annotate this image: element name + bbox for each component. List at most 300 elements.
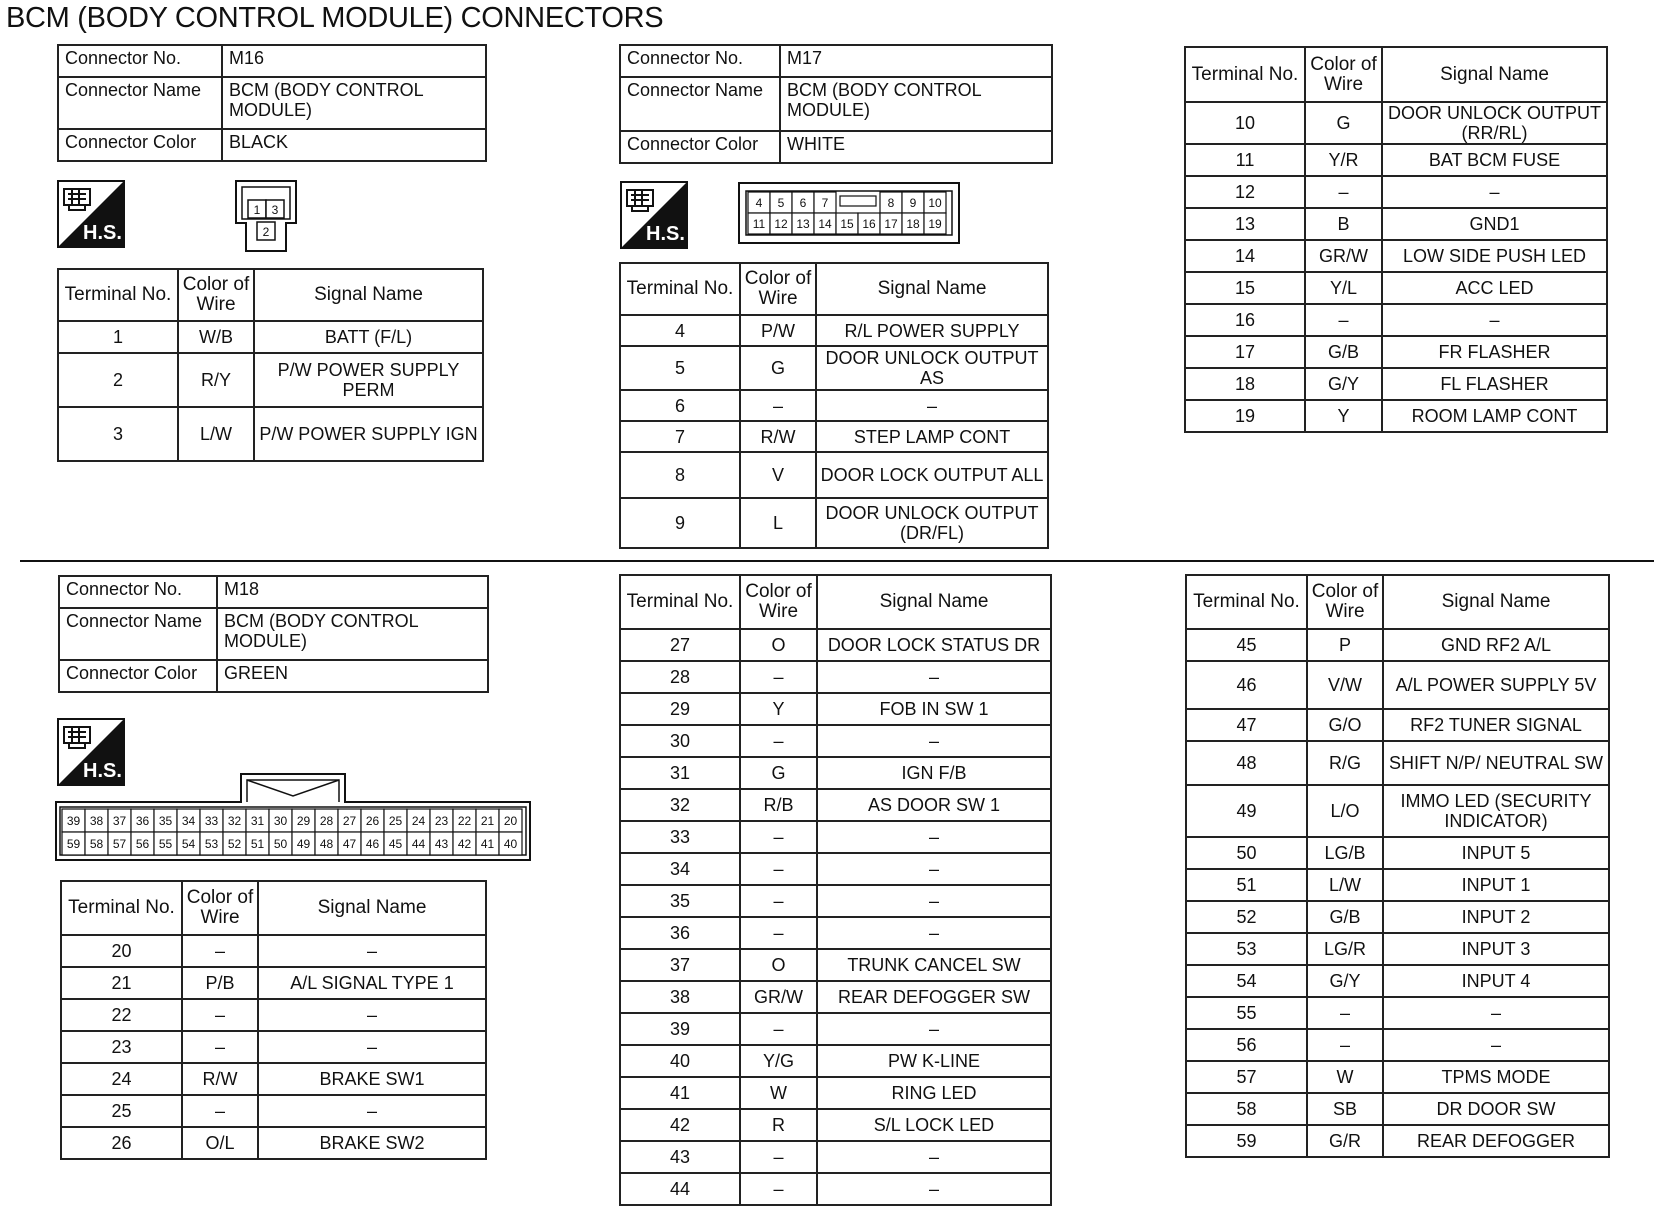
pin-number: 21	[480, 814, 495, 828]
m17-terminal-rows-b	[1185, 102, 1607, 432]
signal-name: ACC LED	[1382, 272, 1607, 304]
wire-color: R	[740, 1109, 817, 1141]
signal-name: STEP LAMP CONT	[816, 421, 1048, 452]
wire-color: –	[182, 999, 258, 1031]
connector-name-label: Connector Name	[58, 77, 222, 129]
wire-color: LG/B	[1307, 837, 1383, 869]
wire-color: –	[1307, 1029, 1383, 1061]
terminal-no: 21	[61, 967, 182, 999]
signal-name: –	[817, 917, 1051, 949]
terminal-no: 17	[1185, 336, 1305, 368]
wire-color: G/Y	[1307, 965, 1383, 997]
signal-name: FL FLASHER	[1382, 368, 1607, 400]
signal-name: DOOR LOCK OUTPUT ALL	[816, 452, 1048, 498]
table-row	[1185, 400, 1607, 432]
m18-terminal-rows-b	[620, 629, 1051, 1205]
signal-name: AS DOOR SW 1	[817, 789, 1051, 821]
pin-number: 37	[112, 814, 127, 828]
wire-color: GR/W	[1305, 240, 1382, 272]
wire-color: SB	[1307, 1093, 1383, 1125]
pin-number: 9	[909, 196, 917, 210]
pin-number: 46	[365, 837, 380, 851]
signal-name: BATT (F/L)	[254, 321, 483, 353]
wire-color: Y	[1305, 400, 1382, 432]
signal-name: DOOR UNLOCK OUTPUT (DR/FL)	[816, 498, 1048, 548]
terminal-no: 54	[1186, 965, 1307, 997]
pin-number: 59	[66, 837, 81, 851]
table-row	[1186, 1093, 1609, 1125]
table-row	[1185, 208, 1607, 240]
terminal-no: 50	[1186, 837, 1307, 869]
connector-name-value: BCM (BODY CONTROL MODULE)	[222, 77, 486, 129]
terminal-no: 51	[1186, 869, 1307, 901]
signal-name: REAR DEFOGGER SW	[817, 981, 1051, 1013]
signal-name: –	[817, 885, 1051, 917]
wire-color: GR/W	[740, 981, 817, 1013]
wire-color: L	[740, 498, 816, 548]
terminal-no: 49	[1186, 785, 1307, 837]
pin-number: 41	[480, 837, 495, 851]
table-row	[1186, 869, 1609, 901]
wire-color: O/L	[182, 1127, 258, 1159]
terminal-no: 11	[1185, 144, 1305, 176]
pin-number: 32	[227, 814, 242, 828]
table-row	[620, 629, 1051, 661]
wire-color: –	[740, 917, 817, 949]
table-row	[58, 353, 483, 407]
signal-name: A/L SIGNAL TYPE 1	[258, 967, 486, 999]
pin-number: 25	[388, 814, 403, 828]
signal-name: RF2 TUNER SIGNAL	[1383, 709, 1609, 741]
terminal-no: 30	[620, 725, 740, 757]
connector-name-label: Connector Name	[620, 77, 780, 131]
signal-name: –	[1382, 176, 1607, 208]
wire-color: –	[740, 853, 817, 885]
signal-name: –	[817, 821, 1051, 853]
hs-label: H.S.	[646, 223, 685, 245]
terminal-no: 48	[1186, 741, 1307, 785]
signal-name: BRAKE SW1	[258, 1063, 486, 1095]
connector-name-value: BCM (BODY CONTROL MODULE)	[780, 77, 1052, 131]
terminal-no: 18	[1185, 368, 1305, 400]
wire-color-header: Color of Wire	[740, 263, 816, 315]
signal-name: –	[817, 853, 1051, 885]
signal-name: IGN F/B	[817, 757, 1051, 789]
wire-color: –	[182, 1095, 258, 1127]
terminal-no-header: Terminal No.	[61, 881, 182, 935]
signal-name: INPUT 4	[1383, 965, 1609, 997]
signal-name: –	[817, 1173, 1051, 1205]
wire-color: R/W	[740, 421, 816, 452]
signal-name-header: Signal Name	[1383, 575, 1609, 629]
table-row	[61, 935, 486, 967]
table-row	[620, 421, 1048, 452]
table-row	[620, 1141, 1051, 1173]
wire-color-header: Color of Wire	[1305, 47, 1382, 102]
table-row	[1186, 901, 1609, 933]
pin-number: 1	[253, 203, 261, 217]
m17-connector-face	[738, 182, 960, 244]
wire-color: G/Y	[1305, 368, 1382, 400]
table-row	[620, 315, 1048, 346]
hs-label: H.S.	[83, 222, 122, 244]
terminal-no: 31	[620, 757, 740, 789]
m18-terminal-table-b	[619, 574, 1052, 1206]
signal-name-header: Signal Name	[258, 881, 486, 935]
table-row	[1186, 1125, 1609, 1157]
wire-color: L/O	[1307, 785, 1383, 837]
terminal-no: 8	[620, 452, 740, 498]
pin-number: 2	[262, 225, 270, 239]
terminal-no: 20	[61, 935, 182, 967]
m16-info-table	[57, 44, 487, 162]
terminal-no: 58	[1186, 1093, 1307, 1125]
pin-number: 28	[319, 814, 334, 828]
wire-color: L/W	[1307, 869, 1383, 901]
terminal-no: 36	[620, 917, 740, 949]
pin-number: 6	[799, 196, 807, 210]
pin-number: 23	[434, 814, 449, 828]
terminal-no: 9	[620, 498, 740, 548]
wire-color: –	[740, 725, 817, 757]
connector-no-value: M18	[217, 576, 488, 608]
wire-color: –	[740, 821, 817, 853]
signal-name: –	[817, 661, 1051, 693]
connector-no-value: M17	[780, 45, 1052, 77]
table-row	[1185, 240, 1607, 272]
wire-color: –	[740, 885, 817, 917]
wire-color-header: Color of Wire	[740, 575, 817, 629]
connector-color-label: Connector Color	[59, 660, 217, 692]
table-row	[1186, 741, 1609, 785]
wire-color: –	[740, 390, 816, 421]
wire-color: R/G	[1307, 741, 1383, 785]
table-row	[61, 1063, 486, 1095]
terminal-no: 38	[620, 981, 740, 1013]
table-row	[620, 885, 1051, 917]
pin-number: 7	[821, 196, 829, 210]
wire-color: G/B	[1305, 336, 1382, 368]
terminal-no: 27	[620, 629, 740, 661]
terminal-no: 10	[1185, 102, 1305, 144]
connector-no-label: Connector No.	[58, 45, 222, 77]
pin-number: 52	[227, 837, 242, 851]
wire-color: –	[1307, 997, 1383, 1029]
pin-number: 33	[204, 814, 219, 828]
table-row	[620, 346, 1048, 390]
terminal-no: 33	[620, 821, 740, 853]
table-row	[61, 999, 486, 1031]
terminal-no: 16	[1185, 304, 1305, 336]
terminal-no-header: Terminal No.	[620, 575, 740, 629]
signal-name: DOOR UNLOCK OUTPUT AS	[816, 346, 1048, 390]
terminal-no: 32	[620, 789, 740, 821]
signal-name: DR DOOR SW	[1383, 1093, 1609, 1125]
wire-color: G/R	[1307, 1125, 1383, 1157]
terminal-no: 59	[1186, 1125, 1307, 1157]
terminal-no: 39	[620, 1013, 740, 1045]
terminal-no: 2	[58, 353, 178, 407]
signal-name-header: Signal Name	[1382, 47, 1607, 102]
signal-name: RING LED	[817, 1077, 1051, 1109]
wire-color: O	[740, 629, 817, 661]
wire-color: P/B	[182, 967, 258, 999]
pin-number: 39	[66, 814, 81, 828]
pin-number: 22	[457, 814, 472, 828]
signal-name: FR FLASHER	[1382, 336, 1607, 368]
wire-color: LG/R	[1307, 933, 1383, 965]
wire-color: Y/L	[1305, 272, 1382, 304]
signal-name: PW K-LINE	[817, 1045, 1051, 1077]
m16-harness-side-badge	[57, 180, 125, 248]
table-row	[620, 821, 1051, 853]
wire-color: R/Y	[178, 353, 254, 407]
connector-no-value: M16	[222, 45, 486, 77]
m18-terminal-table-c	[1185, 574, 1610, 1158]
harness-side-icon	[620, 181, 688, 249]
table-row	[1185, 102, 1607, 144]
terminal-no: 14	[1185, 240, 1305, 272]
terminal-no: 28	[620, 661, 740, 693]
pin-number: 48	[319, 837, 334, 851]
wire-color: –	[740, 1173, 817, 1205]
signal-name: –	[816, 390, 1048, 421]
section-divider	[20, 560, 1654, 562]
pin-number: 56	[135, 837, 150, 851]
signal-name: INPUT 5	[1383, 837, 1609, 869]
signal-name: A/L POWER SUPPLY 5V	[1383, 661, 1609, 709]
table-row	[1186, 837, 1609, 869]
signal-name-header: Signal Name	[817, 575, 1051, 629]
wire-color: P	[1307, 629, 1383, 661]
table-row	[61, 1031, 486, 1063]
wire-color: –	[1305, 304, 1382, 336]
pin-number: 16	[862, 217, 876, 231]
terminal-no: 23	[61, 1031, 182, 1063]
signal-name: R/L POWER SUPPLY	[816, 315, 1048, 346]
wire-color-header: Color of Wire	[1307, 575, 1383, 629]
table-row	[620, 917, 1051, 949]
pin-number: 3	[271, 203, 279, 217]
m16-connector-face	[234, 179, 298, 253]
connector-color-label: Connector Color	[58, 129, 222, 161]
signal-name: DOOR LOCK STATUS DR	[817, 629, 1051, 661]
signal-name: S/L LOCK LED	[817, 1109, 1051, 1141]
pin-number: 36	[135, 814, 150, 828]
pin-number: 40	[503, 837, 518, 851]
connector-color-value: GREEN	[217, 660, 488, 692]
table-row	[1186, 965, 1609, 997]
terminal-no: 15	[1185, 272, 1305, 304]
pin-number: 17	[884, 217, 898, 231]
wire-color: G/O	[1307, 709, 1383, 741]
signal-name: –	[258, 935, 486, 967]
wire-color: G	[740, 346, 816, 390]
signal-name: GND RF2 A/L	[1383, 629, 1609, 661]
pin-number: 19	[928, 217, 942, 231]
pin-number: 8	[887, 196, 895, 210]
signal-name: –	[258, 1095, 486, 1127]
table-row	[58, 407, 483, 461]
pin-number: 47	[342, 837, 357, 851]
terminal-no: 26	[61, 1127, 182, 1159]
wire-color: B	[1305, 208, 1382, 240]
table-row	[620, 1109, 1051, 1141]
terminal-no: 3	[58, 407, 178, 461]
signal-name: –	[1383, 1029, 1609, 1061]
wire-color: –	[740, 1141, 817, 1173]
table-row	[620, 949, 1051, 981]
table-row	[1185, 144, 1607, 176]
terminal-no: 6	[620, 390, 740, 421]
signal-name: REAR DEFOGGER	[1383, 1125, 1609, 1157]
pin-number: 55	[158, 837, 173, 851]
m17-terminal-table-a	[619, 262, 1049, 549]
wire-color-header: Color of Wire	[182, 881, 258, 935]
table-row	[1186, 785, 1609, 837]
pin-number: 45	[388, 837, 403, 851]
table-row	[620, 498, 1048, 548]
pin-number: 5	[777, 196, 785, 210]
pin-number: 50	[273, 837, 288, 851]
table-row	[1185, 176, 1607, 208]
wire-color: Y/R	[1305, 144, 1382, 176]
wire-color: W	[740, 1077, 817, 1109]
signal-name: –	[817, 725, 1051, 757]
signal-name: P/W POWER SUPPLY IGN	[254, 407, 483, 461]
table-row	[620, 1077, 1051, 1109]
hs-label: H.S.	[83, 760, 122, 782]
m17-terminal-table-b	[1184, 46, 1608, 433]
signal-name: GND1	[1382, 208, 1607, 240]
harness-side-icon	[57, 180, 125, 248]
signal-name: INPUT 3	[1383, 933, 1609, 965]
table-row	[1186, 1029, 1609, 1061]
table-row	[1186, 629, 1609, 661]
pin-number: 58	[89, 837, 104, 851]
terminal-no: 34	[620, 853, 740, 885]
pin-number: 57	[112, 837, 127, 851]
table-row	[1186, 933, 1609, 965]
terminal-no: 12	[1185, 176, 1305, 208]
wire-color: R/W	[182, 1063, 258, 1095]
connector-color-label: Connector Color	[620, 131, 780, 163]
pin-number: 34	[181, 814, 196, 828]
terminal-no: 13	[1185, 208, 1305, 240]
terminal-no: 56	[1186, 1029, 1307, 1061]
pin-number: 54	[181, 837, 196, 851]
terminal-no-header: Terminal No.	[620, 263, 740, 315]
wire-color: –	[182, 1031, 258, 1063]
signal-name: BAT BCM FUSE	[1382, 144, 1607, 176]
signal-name: TPMS MODE	[1383, 1061, 1609, 1093]
wire-color: R/B	[740, 789, 817, 821]
pin-number: 29	[296, 814, 311, 828]
signal-name: –	[817, 1141, 1051, 1173]
pin-number: 12	[774, 217, 788, 231]
wire-color: –	[740, 661, 817, 693]
table-row	[620, 981, 1051, 1013]
signal-name: BRAKE SW2	[258, 1127, 486, 1159]
terminal-no: 53	[1186, 933, 1307, 965]
m18-terminal-table-a	[60, 880, 487, 1160]
signal-name-header: Signal Name	[254, 269, 483, 321]
table-row	[1186, 1061, 1609, 1093]
terminal-no-header: Terminal No.	[58, 269, 178, 321]
signal-name: IMMO LED (SECURITY INDICATOR)	[1383, 785, 1609, 837]
pin-number: 4	[755, 196, 763, 210]
pin-number: 44	[411, 837, 426, 851]
table-row	[58, 321, 483, 353]
signal-name: LOW SIDE PUSH LED	[1382, 240, 1607, 272]
page-title: BCM (BODY CONTROL MODULE) CONNECTORS	[6, 2, 664, 34]
wire-color: G	[740, 757, 817, 789]
pin-number: 49	[296, 837, 311, 851]
terminal-no: 37	[620, 949, 740, 981]
wire-color: –	[740, 1013, 817, 1045]
table-row	[61, 1095, 486, 1127]
wire-color: L/W	[178, 407, 254, 461]
terminal-no: 25	[61, 1095, 182, 1127]
pin-number: 15	[840, 217, 854, 231]
m17-terminal-rows-a	[620, 315, 1048, 548]
terminal-no-header: Terminal No.	[1186, 575, 1307, 629]
table-row	[620, 853, 1051, 885]
table-row	[61, 967, 486, 999]
terminal-no: 45	[1186, 629, 1307, 661]
table-row	[1186, 709, 1609, 741]
pin-number: 13	[796, 217, 810, 231]
wire-color: Y	[740, 693, 817, 725]
m17-info-table	[619, 44, 1053, 164]
pin-number: 31	[250, 814, 265, 828]
terminal-no: 44	[620, 1173, 740, 1205]
table-row	[1185, 368, 1607, 400]
table-row	[620, 693, 1051, 725]
terminal-no: 35	[620, 885, 740, 917]
signal-name: ROOM LAMP CONT	[1382, 400, 1607, 432]
pin-number: 38	[89, 814, 104, 828]
table-row	[620, 757, 1051, 789]
table-row	[1186, 661, 1609, 709]
table-row	[620, 1173, 1051, 1205]
terminal-no: 22	[61, 999, 182, 1031]
table-row	[620, 661, 1051, 693]
connector-name-value: BCM (BODY CONTROL MODULE)	[217, 608, 488, 660]
wire-color: –	[182, 935, 258, 967]
terminal-no: 29	[620, 693, 740, 725]
wire-color: G/B	[1307, 901, 1383, 933]
connector-no-label: Connector No.	[620, 45, 780, 77]
pin-number: 10	[928, 196, 942, 210]
pin-number: 35	[158, 814, 173, 828]
terminal-no: 47	[1186, 709, 1307, 741]
pin-number: 43	[434, 837, 449, 851]
terminal-no: 24	[61, 1063, 182, 1095]
terminal-no: 4	[620, 315, 740, 346]
wire-color: Y/G	[740, 1045, 817, 1077]
signal-name: –	[258, 999, 486, 1031]
table-row	[620, 390, 1048, 421]
terminal-no: 5	[620, 346, 740, 390]
table-row	[620, 1045, 1051, 1077]
table-row	[1185, 304, 1607, 336]
signal-name: FOB IN SW 1	[817, 693, 1051, 725]
m18-terminal-rows-c	[1186, 629, 1609, 1157]
pin-number: 20	[503, 814, 518, 828]
signal-name: TRUNK CANCEL SW	[817, 949, 1051, 981]
pin-number: 26	[365, 814, 380, 828]
